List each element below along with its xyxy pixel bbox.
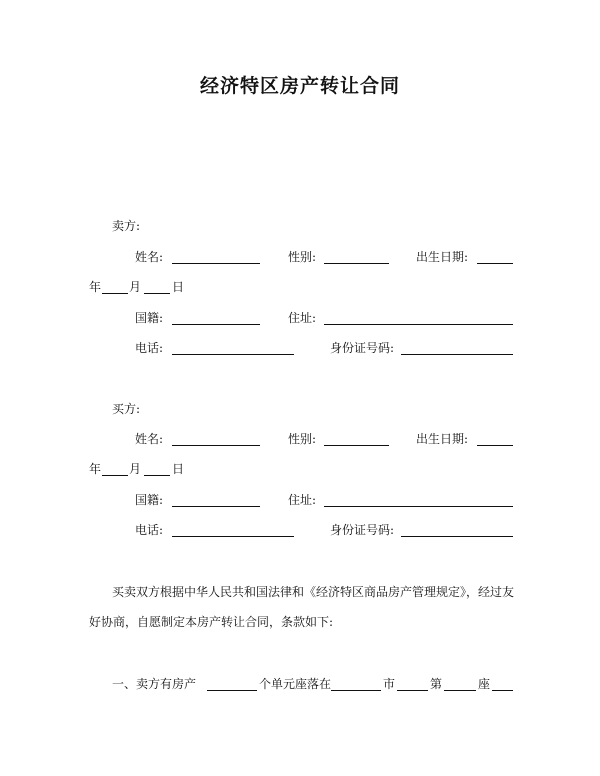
buyer-id-label: 身份证号码:: [330, 523, 395, 537]
buyer-birth-year-field[interactable]: [477, 445, 513, 446]
clause-1-city-text: 市: [383, 677, 396, 691]
clause-1-district-field[interactable]: [397, 690, 428, 691]
buyer-birth-day-field[interactable]: [144, 475, 170, 476]
clause-1-city-field[interactable]: [331, 690, 381, 691]
buyer-phone-field[interactable]: [172, 536, 294, 537]
buyer-day-label: 日: [172, 462, 185, 476]
buyer-name-field[interactable]: [172, 445, 260, 446]
seller-year-label: 年: [89, 280, 102, 294]
clause-1-units-field[interactable]: [207, 690, 257, 691]
seller-gender-label: 性别:: [288, 250, 317, 264]
seller-nationality-label: 国籍:: [135, 311, 164, 325]
buyer-heading: 买方:: [112, 402, 141, 416]
seller-birth-day-field[interactable]: [144, 293, 170, 294]
seller-day-label: 日: [172, 280, 185, 294]
buyer-nationality-field[interactable]: [172, 506, 260, 507]
seller-id-label: 身份证号码:: [330, 341, 395, 355]
seller-heading: 卖方:: [112, 219, 141, 233]
seller-address-field[interactable]: [324, 324, 513, 325]
buyer-id-field[interactable]: [401, 536, 513, 537]
seller-gender-field[interactable]: [324, 263, 389, 264]
document-title: 经济特区房产转让合同: [199, 75, 400, 97]
seller-phone-label: 电话:: [135, 341, 164, 355]
buyer-year-label: 年: [89, 462, 102, 476]
buyer-birth-label: 出生日期:: [416, 432, 469, 446]
seller-birth-year-field[interactable]: [477, 263, 513, 264]
buyer-name-label: 姓名:: [135, 432, 164, 446]
buyer-phone-label: 电话:: [135, 523, 164, 537]
seller-address-label: 住址:: [288, 311, 317, 325]
intro-line-2: 好协商，自愿制定本房产转让合同，条款如下:: [89, 615, 334, 629]
seller-month-label: 月: [129, 280, 142, 294]
buyer-nationality-label: 国籍:: [135, 493, 164, 507]
intro-line-1: 买卖双方根据中华人民共和国法律和《经济特区商品房产管理规定》，经过友: [112, 585, 515, 599]
buyer-address-field[interactable]: [324, 506, 513, 507]
buyer-address-label: 住址:: [288, 493, 317, 507]
seller-birth-label: 出生日期:: [416, 250, 469, 264]
clause-1-prefix: 一、卖方有房产: [112, 677, 197, 691]
seller-id-field[interactable]: [401, 354, 513, 355]
clause-1-number-text: 第: [430, 677, 443, 691]
seller-birth-month-field[interactable]: [102, 293, 128, 294]
seller-name-field[interactable]: [172, 263, 260, 264]
buyer-birth-month-field[interactable]: [102, 475, 128, 476]
seller-phone-field[interactable]: [172, 354, 294, 355]
clause-1-building-text: 座: [478, 677, 491, 691]
clause-1-building-field[interactable]: [444, 690, 476, 691]
clause-1-unit-field[interactable]: [492, 690, 513, 691]
buyer-gender-label: 性别:: [288, 432, 317, 446]
seller-nationality-field[interactable]: [172, 324, 260, 325]
clause-1-units-text: 个单元座落在: [259, 677, 332, 691]
buyer-gender-field[interactable]: [324, 445, 389, 446]
seller-name-label: 姓名:: [135, 250, 164, 264]
buyer-month-label: 月: [129, 462, 142, 476]
